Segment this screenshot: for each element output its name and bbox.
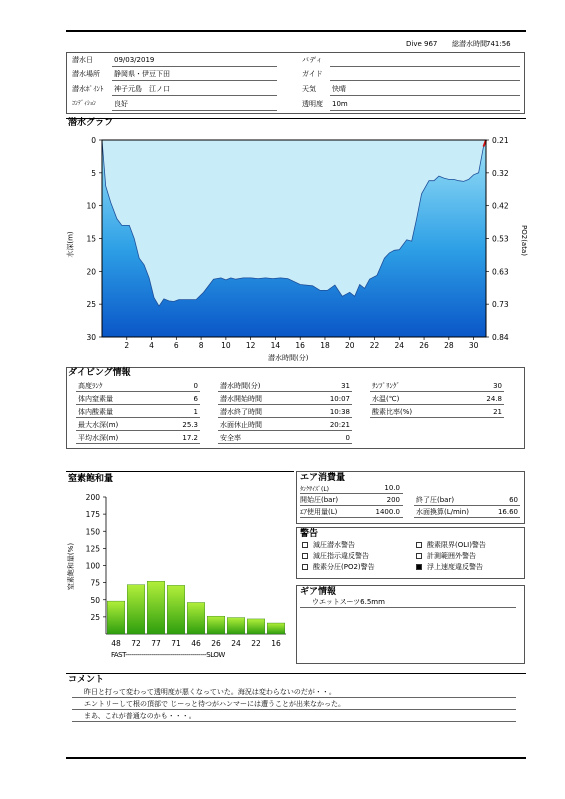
fast-slow-label: FAST----------------------------------------SLOW: [111, 651, 225, 659]
condition-value: 良好: [114, 100, 128, 108]
diving-right-label: 水温(℃): [372, 395, 400, 403]
y-tick-label: 30: [86, 333, 96, 342]
surface-underline: [414, 517, 520, 518]
visibility-value: 10m: [332, 100, 348, 108]
start-label: 開始圧(bar): [300, 496, 339, 504]
y2-tick-label: 0.32: [492, 168, 509, 178]
surface-label: 水面換算(L/min): [416, 508, 469, 516]
gear-title: ギア情報: [300, 587, 337, 597]
warning-label: 計測範囲外警告: [427, 552, 476, 560]
dive-profile-chart: [66, 130, 526, 368]
tank-underline: [300, 493, 403, 494]
start-underline: [300, 505, 403, 506]
n2-bar-label: 22: [251, 639, 261, 648]
diving-left-label: 高度ﾗﾝｸ: [78, 382, 103, 390]
warning-item: [302, 541, 355, 550]
weather-label: 天気: [302, 85, 316, 93]
n2-y-tick-label: 125: [85, 544, 100, 554]
x-tick-label: 14: [270, 341, 281, 350]
warning-checkbox: [416, 564, 422, 570]
y2-tick-label: 0.63: [492, 267, 509, 277]
nitrogen-ylabel: 窒素飽和量(%): [67, 542, 76, 591]
visibility-label: 透明度: [302, 100, 323, 108]
diving-left-value: 6: [193, 395, 198, 403]
warning-item: [302, 563, 375, 572]
x-tick-label: 16: [295, 341, 305, 350]
comment-line-1: 昨日と打って変わって透明度が悪くなっていた。海況は変わらないのだが・・。: [84, 688, 336, 696]
place-label: 潜水場所: [72, 70, 100, 78]
y-tick-label: 20: [86, 267, 96, 277]
dive-graph-title: 潜水グラフ: [68, 118, 114, 128]
warning-label: 酸素分圧(PO2)警告: [313, 563, 375, 571]
y-tick-label: 25: [86, 300, 96, 310]
warning-label: 浮上速度違反警告: [427, 563, 483, 571]
diving-row-underline: [76, 417, 200, 418]
x-tick-label: 12: [245, 341, 256, 350]
diving-row-underline: [218, 404, 352, 405]
warning-item: [302, 552, 369, 561]
diving-row-underline: [76, 443, 200, 444]
x-tick-label: 26: [419, 341, 429, 350]
warning-checkbox: [302, 564, 308, 570]
diving-row-underline: [218, 417, 352, 418]
dive-graph-ylabel: 水深(m): [66, 231, 75, 258]
used-value: 1400.0: [375, 508, 400, 516]
comment-underline-1: [72, 697, 516, 698]
n2-bar-label: 71: [171, 639, 181, 648]
tank-value: 10.0: [384, 484, 400, 492]
date-value: 09/03/2019: [114, 56, 155, 64]
diving-row-underline: [370, 404, 504, 405]
diving-mid-label: 安全率: [220, 434, 241, 442]
diving-left-value: 1: [193, 408, 198, 416]
visibility-underline: [330, 110, 520, 111]
end-underline: [414, 505, 520, 506]
n2-y-tick-label: 75: [90, 578, 100, 588]
top-rule: [66, 30, 526, 32]
comment-line-3: まあ、これが普通なのかも・・・。: [84, 712, 196, 720]
n2-y-tick-label: 25: [90, 612, 100, 622]
diving-right-value: 24.8: [486, 395, 502, 403]
date-label: 潜水日: [72, 56, 93, 64]
diving-mid-value: 31: [341, 382, 350, 390]
gear-underline: [300, 607, 516, 608]
warning-checkbox: [416, 553, 422, 559]
guide-label: ガイド: [302, 70, 323, 78]
place-underline: [112, 80, 277, 81]
n2-bar-label: 72: [131, 639, 141, 648]
comment-underline-3: [72, 721, 516, 722]
point-label: 潜水ﾎﾟｲﾝﾄ: [72, 85, 104, 93]
diving-row-underline: [76, 430, 200, 431]
warning-checkbox: [302, 542, 308, 548]
diving-left-value: 0: [193, 382, 198, 390]
n2-bar: [227, 618, 245, 634]
dive-graph-y2label: PO2(ata): [519, 225, 528, 256]
diving-row-underline: [76, 391, 200, 392]
comment-underline-2: [72, 709, 516, 710]
weather-value: 快晴: [332, 85, 346, 93]
n2-bar-label: 77: [151, 639, 161, 648]
n2-bar: [267, 623, 285, 634]
comment-line-2: エントリーして根の頂部で じーっと待つがハンマーには遭うことが出来なかった。: [84, 700, 345, 708]
diving-mid-value: 10:38: [329, 408, 350, 416]
y2-tick-label: 0.42: [492, 201, 509, 211]
n2-bar-label: 48: [111, 639, 121, 648]
warning-checkbox: [416, 542, 422, 548]
end-label: 終了圧(bar): [416, 496, 455, 504]
n2-bar: [107, 601, 125, 634]
air-title: エア消費量: [300, 473, 346, 483]
x-tick-label: 6: [173, 341, 179, 350]
dive-graph-xlabel: 潜水時間(分): [268, 354, 309, 362]
diving-right-value: 30: [493, 382, 502, 390]
comment-section-rule: [66, 673, 526, 674]
place-value: 静岡県・伊豆下田: [114, 70, 170, 78]
nitrogen-title: 窒素飽和量: [68, 474, 114, 484]
y-tick-label: 10: [86, 201, 96, 211]
y-tick-label: 0: [91, 136, 96, 145]
comment-title: コメント: [68, 675, 105, 685]
diving-left-label: 体内窒素量: [78, 395, 113, 403]
diving-row-underline: [370, 417, 504, 418]
diving-right-label: ｻﾝﾌﾟﾘﾝｸﾞ: [372, 382, 400, 390]
graph-section-rule: [66, 118, 526, 119]
n2-bar: [167, 585, 185, 634]
warning-item: [416, 563, 483, 572]
diving-mid-value: 10:07: [329, 395, 350, 403]
n2-bar: [127, 585, 145, 634]
diving-row-underline: [370, 391, 504, 392]
x-tick-label: 2: [124, 341, 130, 350]
date-underline: [112, 66, 277, 67]
buddy-label: バディ: [302, 56, 323, 64]
x-tick-label: 20: [344, 341, 355, 350]
diving-mid-label: 潜水開始時間: [220, 395, 262, 403]
point-value: 神子元島 江ノ口: [114, 85, 170, 93]
nitrogen-section-rule: [66, 471, 294, 472]
diving-mid-label: 水面休止時間: [220, 421, 262, 429]
y2-tick-label: 0.73: [492, 300, 509, 310]
warnings-title: 警告: [300, 529, 319, 539]
diving-left-label: 最大水深(m): [78, 421, 119, 429]
condition-underline: [112, 110, 277, 111]
x-tick-label: 30: [468, 341, 479, 350]
end-value: 60: [509, 496, 518, 504]
n2-bar-label: 24: [231, 639, 241, 648]
diving-row-underline: [218, 391, 352, 392]
diving-left-value: 17.2: [182, 434, 198, 442]
n2-y-tick-label: 150: [85, 527, 100, 537]
diving-info-title: ダイビング情報: [68, 368, 131, 378]
x-tick-label: 28: [444, 341, 454, 350]
y2-tick-label: 0.84: [492, 333, 509, 342]
warning-label: 酸素限界(OLI)警告: [427, 541, 486, 549]
diving-mid-label: 潜水終了時間: [220, 408, 262, 416]
guide-underline: [330, 80, 520, 81]
n2-bar-label: 26: [211, 639, 221, 648]
bottom-rule: [66, 757, 526, 759]
x-tick-label: 24: [394, 341, 405, 350]
weather-underline: [330, 95, 520, 96]
n2-y-tick-label: 100: [85, 561, 100, 571]
n2-y-tick-label: 50: [90, 595, 100, 605]
warning-checkbox: [302, 553, 308, 559]
diving-left-label: 体内酸素量: [78, 408, 113, 416]
condition-label: ｺﾝﾃﾞｨｼｮﾝ: [72, 100, 97, 107]
surface-value: 16.60: [497, 508, 518, 516]
point-underline: [112, 95, 277, 96]
diving-right-value: 21: [493, 408, 502, 416]
x-tick-label: 22: [369, 341, 380, 350]
x-tick-label: 10: [221, 341, 231, 350]
buddy-underline: [330, 66, 520, 67]
gear-text: ウエットスーツ6.5mm: [312, 598, 385, 606]
diving-mid-label: 潜水時間(分): [220, 382, 261, 390]
n2-bar-label: 16: [271, 639, 281, 648]
total-time-label: 総潜水時間: [452, 40, 487, 48]
start-value: 200: [386, 496, 400, 504]
used-underline: [300, 517, 403, 518]
diving-row-underline: [76, 404, 200, 405]
n2-y-tick-label: 175: [85, 510, 100, 520]
n2-bar: [187, 602, 205, 634]
tank-label: ﾀﾝｸｻｲｽﾞ(L): [300, 486, 330, 493]
warning-item: [416, 541, 486, 550]
used-label: ｴｱ使用量(L): [300, 508, 338, 516]
diving-left-value: 25.3: [182, 421, 198, 429]
x-tick-label: 8: [198, 341, 204, 350]
n2-bar: [247, 619, 265, 634]
y2-tick-label: 0.53: [492, 234, 509, 244]
y2-tick-label: 0.21: [492, 136, 509, 145]
y-tick-label: 15: [86, 234, 96, 244]
diving-right-label: 酸素比率(%): [372, 408, 413, 416]
nitrogen-bar-chart: [66, 488, 294, 660]
n2-y-tick-label: 200: [85, 493, 100, 502]
warning-label: 減圧指示違反警告: [313, 552, 369, 560]
warning-item: [416, 552, 476, 561]
x-tick-label: 4: [149, 341, 154, 350]
diving-mid-value: 20:21: [329, 421, 350, 429]
diving-row-underline: [218, 430, 352, 431]
n2-bar: [147, 581, 165, 634]
diving-mid-value: 0: [345, 434, 350, 442]
diving-left-label: 平均水深(m): [78, 434, 119, 442]
y-tick-label: 5: [91, 168, 96, 178]
x-tick-label: 18: [320, 341, 330, 350]
total-time: 741:56: [486, 40, 511, 48]
n2-bar-label: 46: [191, 639, 201, 648]
diving-row-underline: [218, 443, 352, 444]
n2-bar: [207, 616, 225, 634]
dive-number: Dive 967: [406, 40, 438, 48]
warning-label: 減圧潜水警告: [313, 541, 355, 549]
